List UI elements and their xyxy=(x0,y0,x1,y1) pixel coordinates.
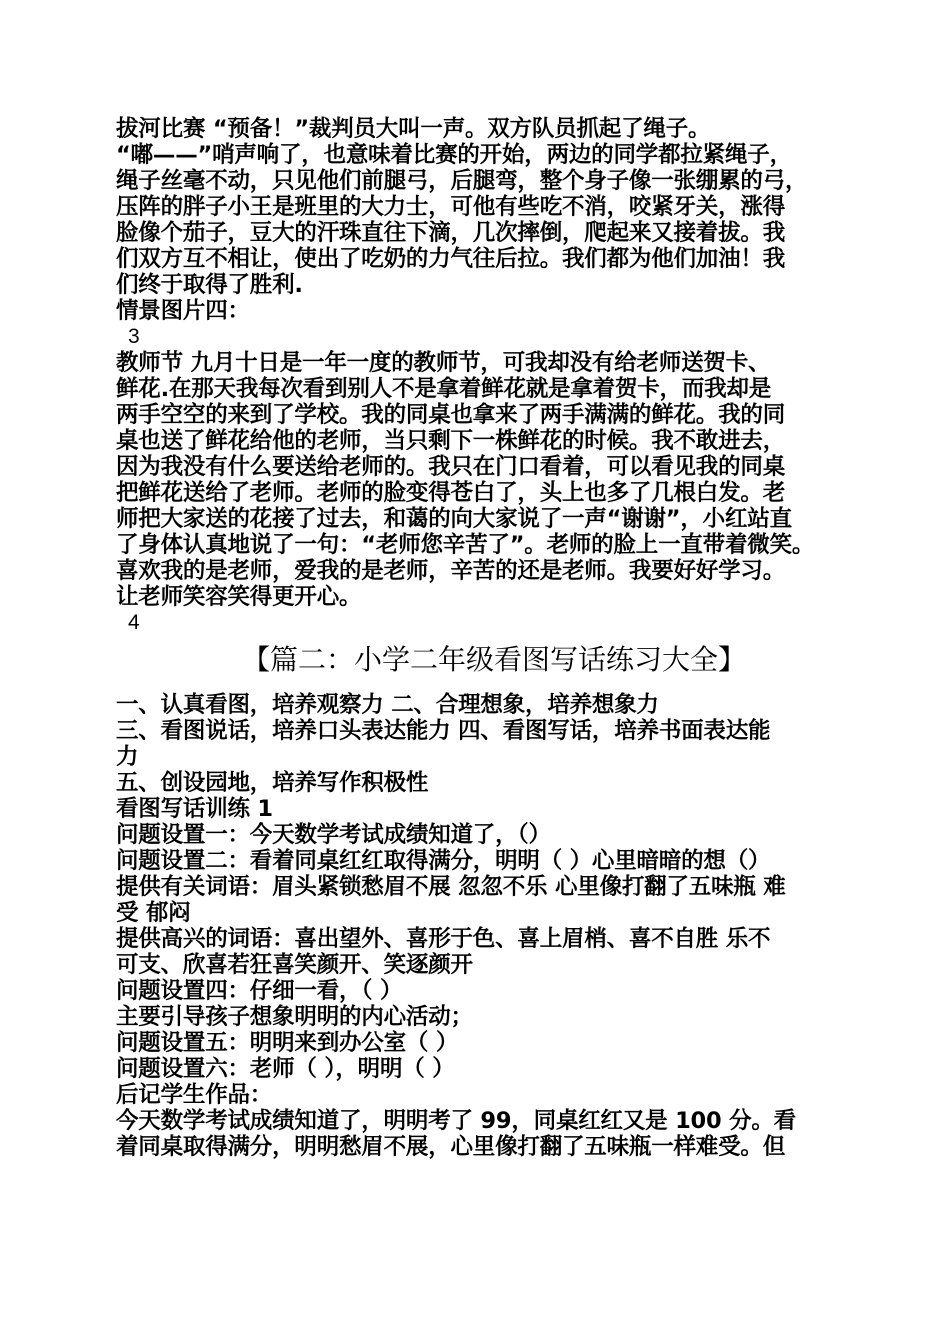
text-line: 力 xyxy=(116,744,139,770)
text-line: 把鲜花送给了老师。老师的脸变得苍白了，头上也多了几根白发。老 xyxy=(116,480,786,506)
section-tug-of-war xyxy=(116,116,842,350)
text-line: 可支、欣喜若狂喜笑颜开、笑逐颜开 xyxy=(116,952,473,978)
text-line: 鲜花.在那天我每次看到别人不是拿着鲜花就是拿着贺卡，而我却是 xyxy=(116,376,772,402)
text-line: 拔河比赛 “预备！”裁判员大叫一声。双方队员抓起了绳子。 xyxy=(116,116,711,142)
text-line: 脸像个茄子，豆大的汗珠直往下滴，几次摔倒，爬起来又接着拔。我 xyxy=(116,220,786,246)
text-line: 情景图片四： xyxy=(116,298,250,324)
page-number: 4 xyxy=(128,611,140,634)
text-line: 着同桌取得满分，明明愁眉不展，心里像打翻了五味瓶一样难受。但 xyxy=(116,1134,786,1160)
text-line: 受 郁闷 xyxy=(116,900,191,926)
section-heading: 【篇二：小学二年级看图写话练习大全】 xyxy=(241,643,746,676)
text-line: 五、创设园地，培养写作积极性 xyxy=(116,770,429,796)
text-line: 绳子丝毫不动，只见他们前腿弓，后腿弯，整个身子像一张绷累的弓， xyxy=(116,168,808,194)
text-line: 主要引导孩子想象明明的内心活动； xyxy=(116,1004,473,1030)
text-line: 一、认真看图，培养观察力 二、合理想象，培养想象力 xyxy=(116,692,659,718)
document-page xyxy=(116,116,842,1160)
text-line: 看图写话训练 1 xyxy=(116,796,273,822)
text-line: 问题设置六：老师（ ），明明（ ） xyxy=(116,1056,455,1082)
text-line: 两手空空的来到了学校。我的同桌也拿来了两手满满的鲜花。我的同 xyxy=(116,402,786,428)
text-line: 桌也送了鲜花给他的老师，当只剩下一株鲜花的时候。我不敢进去， xyxy=(116,428,786,454)
text-line: 后记学生作品： xyxy=(116,1082,273,1108)
text-line: 教师节 九月十日是一年一度的教师节，可我却没有给老师送贺卡、 xyxy=(116,350,771,376)
text-line: 了身体认真地说了一句：“老师您辛苦了”。老师的脸上一直带着微笑。 xyxy=(116,532,815,558)
text-line: 问题设置二：看着同桌红红取得满分，明明（ ）心里暗暗的想（） xyxy=(116,848,771,874)
text-line: 师把大家送的花接了过去，和蔼的向大家说了一声“谢谢”，小红站直 xyxy=(116,506,792,532)
page-number: 3 xyxy=(128,325,140,348)
text-line: 今天数学考试成绩知道了，明明考了 99，同桌红红又是 100 分。看 xyxy=(116,1108,796,1134)
text-line: 喜欢我的是老师，爱我的是老师，辛苦的还是老师。我要好好学习。 xyxy=(116,558,786,584)
text-line: 因为我没有什么要送给老师的。我只在门口看着，可以看见我的同桌 xyxy=(116,454,786,480)
section-teachers-day xyxy=(116,350,842,636)
text-line: 让老师笑容笑得更开心。 xyxy=(116,584,362,610)
section-picture-writing xyxy=(116,692,842,1160)
text-line: 问题设置四：仔细一看，（ ） xyxy=(116,978,403,1004)
text-line: 问题设置五：明明来到办公室（ ） xyxy=(116,1030,459,1056)
text-line: 问题设置一：今天数学考试成绩知道了，（） xyxy=(116,822,551,848)
text-line: “嘟——”哨声响了，也意味着比赛的开始，两边的同学都拉紧绳子， xyxy=(116,142,792,168)
text-line: 三、看图说话，培养口头表达能力 四、看图写话，培养书面表达能 xyxy=(116,718,771,744)
text-line: 提供高兴的词语：喜出望外、喜形于色、喜上眉梢、喜不自胜 乐不 xyxy=(116,926,771,952)
text-line: 们终于取得了胜利. xyxy=(116,272,303,298)
text-line: 们双方互不相让，使出了吃奶的力气往后拉。我们都为他们加油！我 xyxy=(116,246,786,272)
text-line: 提供有关词语：眉头紧锁愁眉不展 忽忽不乐 心里像打翻了五味瓶 难 xyxy=(116,874,786,900)
text-line: 压阵的胖子小王是班里的大力士，可他有些吃不消，咬紧牙关，涨得 xyxy=(116,194,786,220)
